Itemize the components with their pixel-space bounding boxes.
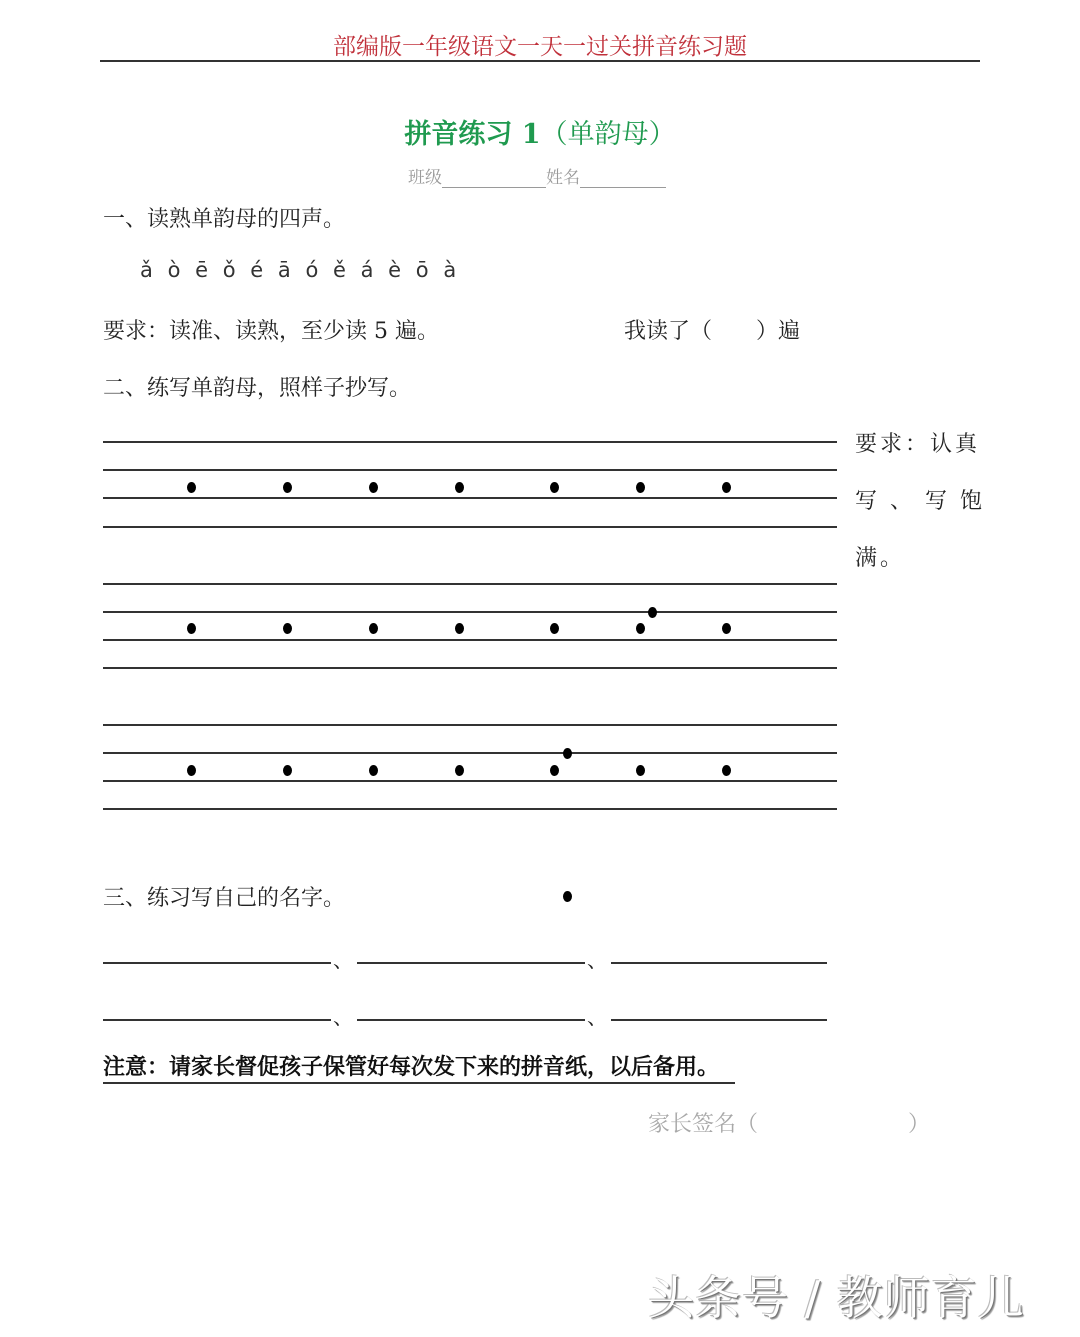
grid-line bbox=[103, 583, 837, 585]
pinyin-vowel: ǒ bbox=[222, 258, 237, 282]
name-practice-blank[interactable] bbox=[103, 962, 331, 964]
pinyin-vowel: ō bbox=[415, 258, 430, 282]
student-info-fields bbox=[408, 163, 666, 188]
pinyin-vowel: ā bbox=[277, 258, 292, 282]
sample-dot bbox=[283, 765, 292, 776]
parent-notice: 注意：请家长督促孩子保管好每次发下来的拼音纸，以后备用。 bbox=[103, 1050, 735, 1084]
header-divider bbox=[100, 60, 980, 62]
writing-requirement-line-1: 要求：认真 bbox=[855, 432, 981, 457]
pinyin-vowel: ò bbox=[167, 258, 182, 282]
name-practice-blank[interactable] bbox=[357, 1019, 585, 1021]
section-3-heading: 三、练习写自己的名字。 bbox=[103, 886, 346, 911]
grid-line bbox=[103, 780, 837, 782]
read-count-prefix: 我读了（ bbox=[624, 319, 713, 344]
grid-line bbox=[103, 667, 837, 669]
reading-requirement: 要求：读准、读熟，至少读 5 遍。 bbox=[103, 319, 439, 344]
class-label: 班级 bbox=[408, 168, 442, 188]
document-header-title: 部编版一年级语文一天一过关拼音练习题 bbox=[333, 34, 747, 60]
class-field[interactable] bbox=[442, 167, 546, 188]
separator-mark: 、 bbox=[333, 1005, 353, 1029]
sample-dot bbox=[455, 765, 464, 776]
sample-dot bbox=[283, 482, 292, 493]
sample-dot bbox=[722, 765, 731, 776]
sample-dot bbox=[283, 623, 292, 634]
grid-line bbox=[103, 526, 837, 528]
sample-dot bbox=[369, 765, 378, 776]
sample-dot bbox=[455, 623, 464, 634]
pinyin-vowel-row bbox=[140, 258, 457, 282]
sample-dot bbox=[369, 482, 378, 493]
grid-line bbox=[103, 469, 837, 471]
sample-dot bbox=[722, 623, 731, 634]
stray-dot bbox=[648, 607, 657, 618]
pinyin-vowel: ě bbox=[332, 258, 347, 282]
sample-dot bbox=[369, 623, 378, 634]
pinyin-vowel: é bbox=[250, 258, 265, 282]
signature-close: ） bbox=[908, 1112, 931, 1137]
name-practice-blank[interactable] bbox=[611, 962, 827, 964]
read-count bbox=[624, 314, 800, 345]
sample-dot bbox=[636, 482, 645, 493]
sample-dot bbox=[550, 765, 559, 776]
grid-line bbox=[103, 441, 837, 443]
grid-line bbox=[103, 639, 837, 641]
separator-mark: 、 bbox=[333, 948, 353, 972]
grid-line bbox=[103, 752, 837, 754]
writing-requirement-line-2: 写 、 写 饱 bbox=[855, 489, 985, 514]
sample-dot bbox=[636, 765, 645, 776]
sample-dot bbox=[455, 482, 464, 493]
sample-dot bbox=[550, 623, 559, 634]
pinyin-vowel: à bbox=[443, 258, 458, 282]
sheet-title-main: 拼音练习 1 bbox=[404, 119, 541, 150]
separator-mark: 、 bbox=[587, 1005, 607, 1029]
sample-dot bbox=[187, 623, 196, 634]
grid-line bbox=[103, 724, 837, 726]
grid-line bbox=[103, 611, 837, 613]
writing-requirement-line-3: 满。 bbox=[855, 546, 906, 571]
sample-dot bbox=[187, 765, 196, 776]
pinyin-vowel: ǎ bbox=[140, 258, 154, 282]
name-practice-blank[interactable] bbox=[357, 962, 585, 964]
sheet-title-subtitle: （单韵母） bbox=[540, 119, 676, 150]
grid-line bbox=[103, 808, 837, 810]
grid-line bbox=[103, 497, 837, 499]
section-1-heading: 一、读熟单韵母的四声。 bbox=[103, 207, 346, 232]
pinyin-vowel: ē bbox=[195, 258, 210, 282]
name-label: 姓名 bbox=[546, 168, 580, 188]
sample-dot bbox=[722, 482, 731, 493]
stray-dot bbox=[563, 748, 572, 759]
pinyin-vowel: ó bbox=[305, 258, 320, 282]
pinyin-vowel: è bbox=[388, 258, 403, 282]
signature-label: 家长签名（ bbox=[648, 1112, 759, 1137]
sheet-title bbox=[0, 112, 1080, 151]
separator-mark: 、 bbox=[587, 948, 607, 972]
stray-dot bbox=[563, 891, 572, 902]
name-field[interactable] bbox=[580, 167, 666, 188]
read-count-suffix: ）遍 bbox=[756, 319, 801, 344]
section-2-heading: 二、练写单韵母，照样子抄写。 bbox=[103, 376, 412, 401]
parent-signature bbox=[648, 1107, 930, 1138]
name-practice-blank[interactable] bbox=[103, 1019, 331, 1021]
sample-dot bbox=[187, 482, 196, 493]
sample-dot bbox=[636, 623, 645, 634]
sample-dot bbox=[550, 482, 559, 493]
pinyin-vowel: á bbox=[360, 258, 375, 282]
name-practice-blank[interactable] bbox=[611, 1019, 827, 1021]
watermark: 头条号 / 教师育儿 bbox=[648, 1271, 1025, 1325]
